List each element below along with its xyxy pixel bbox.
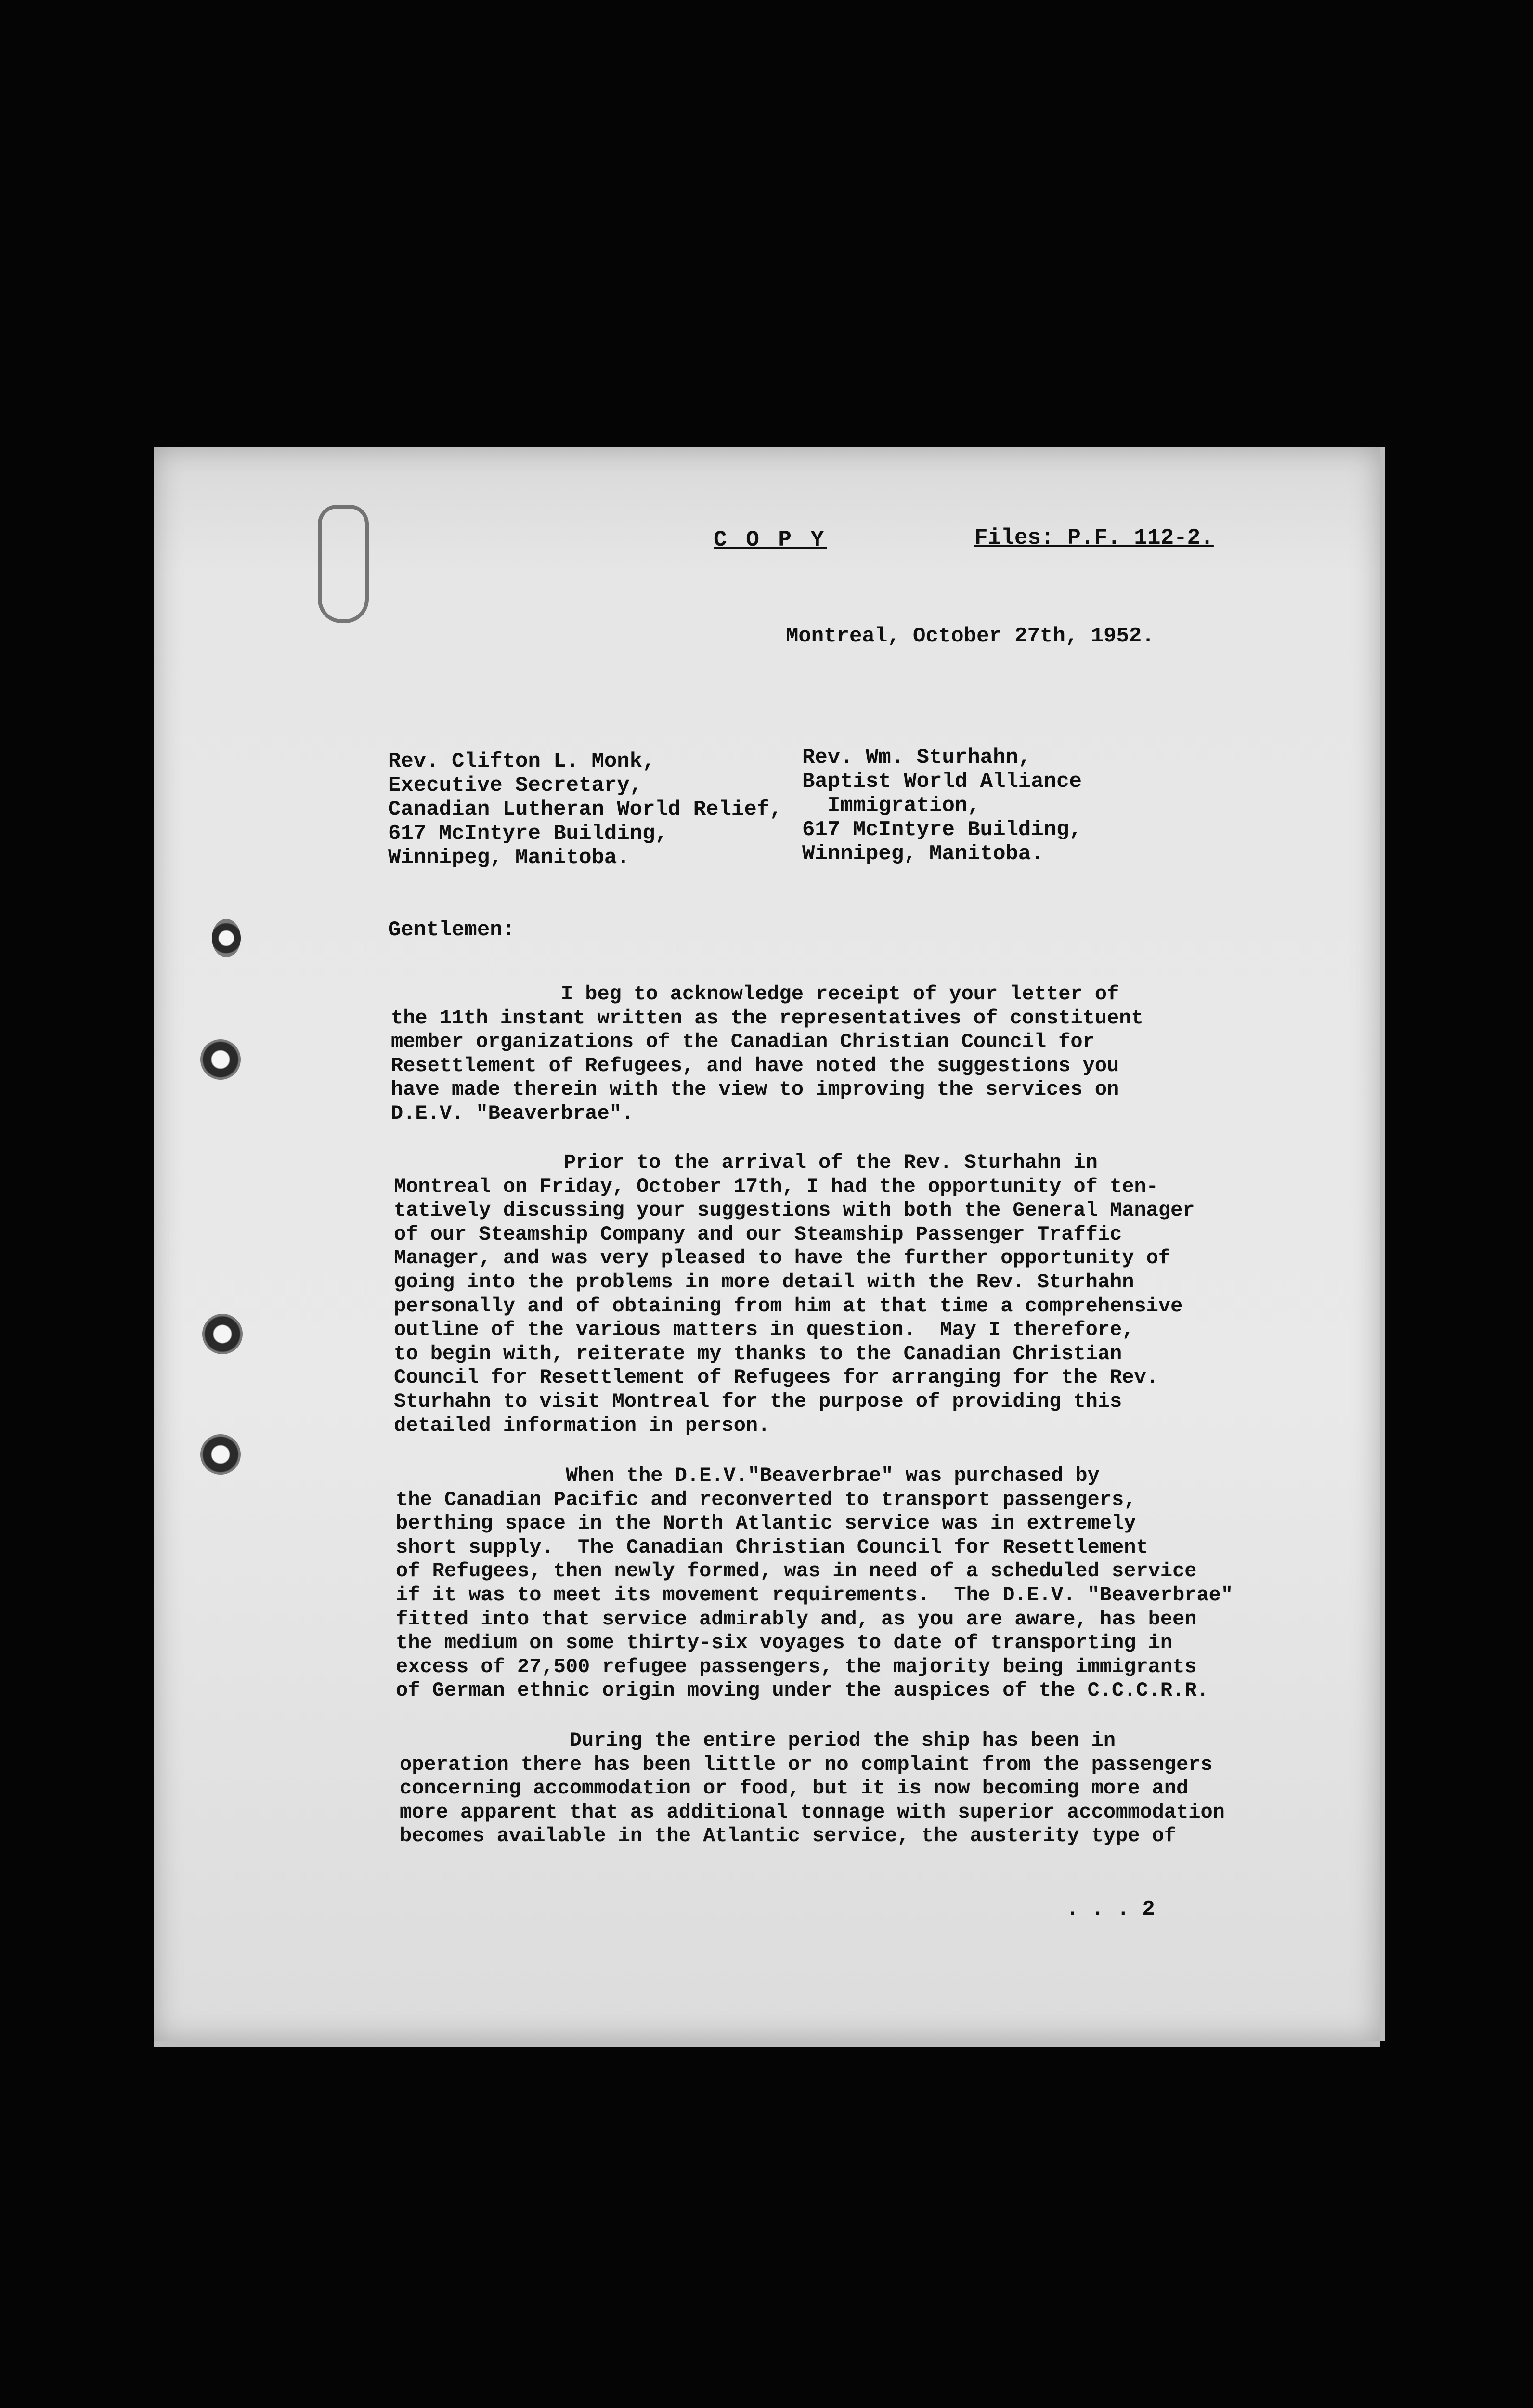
paragraph-3 — [396, 1464, 1286, 1703]
paragraph-line: Montreal on Friday, October 17th, I had the opportunity of ten- — [394, 1175, 1158, 1198]
paragraph-line: the medium on some thirty-six voyages to date of transporting in — [396, 1631, 1173, 1655]
paragraph-line: excess of 27,500 refugee passengers, the majority being immigrants — [396, 1655, 1197, 1678]
paragraph-line: of German ethnic origin moving under the auspices of the C.C.C.R.R. — [396, 1679, 1209, 1702]
paragraph-line: D.E.V. "Beaverbrae". — [391, 1101, 634, 1125]
address-left-line: Rev. Clifton L. Monk, — [388, 749, 655, 773]
paragraph-line: have made therein with the view to improving the services on — [391, 1078, 1119, 1101]
paragraph-line: During the entire period the ship has been in — [400, 1729, 1116, 1752]
address-right-line: 617 McIntyre Building, — [802, 818, 1082, 842]
paragraph-2 — [394, 1151, 1285, 1438]
paragraph-line: I beg to acknowledge receipt of your letter of — [391, 982, 1119, 1006]
paragraph-line: When the D.E.V."Beaverbrae" was purchased by — [396, 1464, 1100, 1487]
paragraph-line: detailed information in person. — [394, 1413, 770, 1437]
paragraph-line: personally and of obtaining from him at that time a comprehensive — [394, 1294, 1183, 1318]
file-reference: Files: P.F. 112-2. — [974, 525, 1214, 550]
paragraph-line: fitted into that service admirably and, as you are aware, has been — [396, 1607, 1197, 1631]
paragraph-line: tatively discussing your suggestions with both the General Manager — [394, 1199, 1195, 1222]
paragraph-line: outline of the various matters in question. May I therefore, — [394, 1318, 1134, 1342]
copy-heading: C O P Y — [714, 527, 827, 552]
page-continuation: . . . 2 — [1066, 1898, 1155, 1922]
paragraph-line: member organizations of the Canadian Christian Council for — [391, 1030, 1095, 1054]
punch-hole-2 — [200, 1039, 241, 1080]
paragraph-line: of our Steamship Company and our Steamship Passenger Traffic — [394, 1222, 1122, 1246]
paragraph-line: becomes available in the Atlantic service, the austerity type of — [400, 1824, 1177, 1848]
paragraph-line: if it was to meet its movement requirements. The D.E.V. "Beaverbrae" — [396, 1583, 1234, 1607]
address-left-line: 617 McIntyre Building, — [388, 822, 668, 846]
address-left-line: Winnipeg, Manitoba. — [388, 846, 630, 870]
paragraph-1 — [391, 982, 1282, 1126]
address-left-line: Executive Secretary, — [388, 773, 643, 798]
paragraph-line: of Refugees, then newly formed, was in need of a scheduled service — [396, 1559, 1197, 1583]
punch-hole-4 — [200, 1434, 241, 1475]
paragraph-line: Council for Resettlement of Refugees for arranging for the Rev. — [394, 1366, 1158, 1389]
paragraph-line: Resettlement of Refugees, and have noted the suggestions you — [391, 1054, 1119, 1077]
paragraph-line: short supply. The Canadian Christian Council for Resettlement — [396, 1535, 1148, 1559]
address-right-line: Immigration, — [802, 794, 980, 818]
paragraph-line: Sturhahn to visit Montreal for the purpose of providing this — [394, 1389, 1122, 1413]
paragraph-line: operation there has been little or no complaint from the passengers — [400, 1753, 1213, 1776]
punch-hole-3 — [202, 1314, 243, 1354]
address-right-line: Rev. Wm. Sturhahn, — [802, 746, 1031, 770]
paragraph-line: Prior to the arrival of the Rev. Sturhahn in — [394, 1151, 1098, 1174]
address-left-line: Canadian Lutheran World Relief, — [388, 798, 782, 822]
paragraph-line: berthing space in the North Atlantic service was in extremely — [396, 1512, 1136, 1535]
address-right-line: Baptist World Alliance — [802, 770, 1082, 794]
paragraph-line: to begin with, reiterate my thanks to the Canadian Christian — [394, 1342, 1122, 1365]
punch-hole-1 — [212, 919, 241, 957]
paragraph-line: more apparent that as additional tonnage with superior accommodation — [400, 1800, 1225, 1824]
staple-mark — [318, 505, 369, 623]
paragraph-4 — [400, 1729, 1290, 1848]
salutation: Gentlemen: — [388, 918, 516, 942]
paragraph-line: going into the problems in more detail with the Rev. Sturhahn — [394, 1270, 1134, 1294]
paragraph-line: the Canadian Pacific and reconverted to transport passengers, — [396, 1488, 1136, 1511]
paragraph-line: concerning accommodation or food, but it is now becoming more and — [400, 1777, 1189, 1800]
date-line: Montreal, October 27th, 1952. — [786, 624, 1155, 648]
address-right-line: Winnipeg, Manitoba. — [802, 842, 1044, 866]
paragraph-line: the 11th instant written as the representatives of constituent — [391, 1006, 1143, 1030]
paragraph-line: Manager, and was very pleased to have the further opportunity of — [394, 1246, 1171, 1270]
